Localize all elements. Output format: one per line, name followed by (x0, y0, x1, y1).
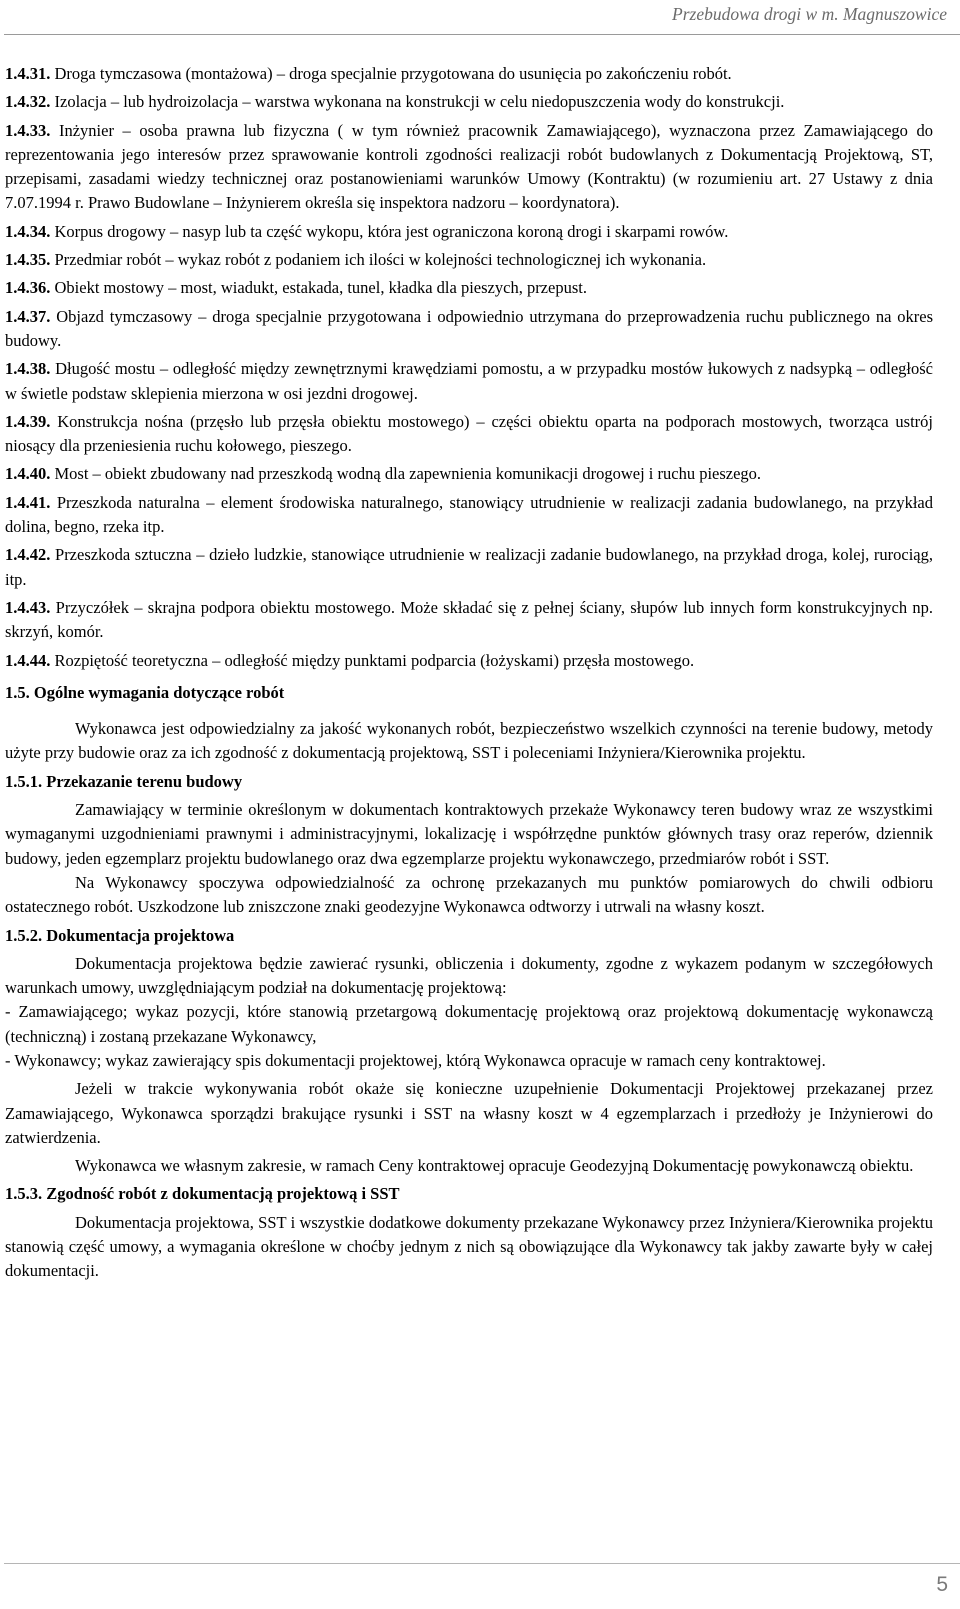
definition-1-4-37 (5, 305, 933, 354)
section-1-5-paragraph: Wykonawca jest odpowiedzialny za jakość wykonanych robót, bezpieczeństwo wszelkich czynności na terenie budowy, metody użyte przy budowie oraz za ich zgodność z dokumentacją projektową, SST i poleceniami Inżyniera/Kierownika projektu. (5, 719, 933, 763)
definition-number: 1.4.43. (5, 597, 51, 617)
definition-number: 1.4.37. (5, 306, 51, 326)
definition-number: 1.4.36. (5, 278, 51, 298)
section-heading-1-5-3: 1.5.3. Zgodność robót z dokumentacją projektową i SST (5, 1184, 400, 1204)
section-heading-1-5: 1.5. Ogólne wymagania dotyczące robót (5, 682, 285, 702)
section-1-5-2-list-item-2: - Wykonawcy; wykaz zawierający spis dokumentacji projektowej, którą Wykonawca opracuje w ramach ceny kontraktowej. (5, 1050, 826, 1070)
definition-number: 1.4.39. (5, 411, 51, 431)
definition-number: 1.4.42. (5, 545, 51, 565)
definition-text: Korpus drogowy – nasyp lub ta część wykopu, która jest ograniczona koroną drogi i skarpami rowów. (54, 221, 729, 241)
definition-1-4-31 (5, 62, 933, 86)
definition-number: 1.4.44. (5, 650, 51, 670)
definition-text: Droga tymczasowa (montażowa) – droga specjalnie przygotowana do usunięcia po zakończeniu robót. (54, 64, 732, 83)
definition-number: 1.4.34. (5, 221, 51, 241)
definition-1-4-41 (5, 491, 933, 540)
definition-1-4-39 (5, 410, 933, 459)
definition-text: Rozpiętość teoretyczna – odległość między punktami podparcia (łożyskami) przęsła mostowego. (54, 650, 695, 670)
section-heading-1-5-1: 1.5.1. Przekazanie terenu budowy (5, 771, 243, 791)
definition-number: 1.4.38. (5, 359, 51, 379)
definition-1-4-34 (5, 220, 933, 244)
definition-1-4-40 (5, 462, 933, 486)
footer-rule (4, 1563, 960, 1564)
section-1-5-3-paragraph: Dokumentacja projektowa, SST i wszystkie dodatkowe dokumenty przekazane Wykonawcy przez Inżyniera/Kierownika projektu stanowią część umowy, a wymagania określone w choćby jednym z nich są obowiązujące dla Wykonawcy tak jakby zawarte były w całej dokumentacji. (5, 1212, 933, 1281)
section-1-5-2-list-item-1: - Zamawiającego; wykaz pozycji, które stanowią przetargową dokumentację projektową oraz projektową dokumentację wykonawczą (techniczną) i zostaną przekazane Wykonawcy, (5, 1002, 933, 1046)
section-1-5-2-paragraph-3: Wykonawca we własnym zakresie, w ramach Ceny kontraktowej opracuje Geodezyjną Dokumentację powykonawczą obiektu. (75, 1156, 914, 1176)
definition-1-4-44 (5, 649, 933, 673)
definition-number: 1.4.32. (5, 92, 51, 112)
definition-text: Objazd tymczasowy – droga specjalnie przygotowana i odpowiednio utrzymana do przeprowadzenia ruchu publicznego na okres budowy. (5, 306, 934, 350)
running-header-title: Przebudowa drogi w m. Magnuszowice (672, 4, 947, 24)
definition-1-4-43 (5, 596, 933, 645)
definition-number: 1.4.41. (5, 492, 51, 512)
section-1-5-1-paragraph-1: Zamawiający w terminie określonym w dokumentach kontraktowych przekaże Wykonawcy teren budowy wraz ze wszystkimi wymaganymi uzgodnieniami prawnymi i administracyjnymi, lokalizację i współrzędne punktów głównych trasy oraz reperów, dziennik budowy, jeden egzemplarz projektu budowlanego oraz dwa egzemplarze projektu wykonawczego, przedmiarów robót i SST. (5, 800, 933, 868)
document-body (5, 62, 933, 1284)
definition-text: Konstrukcja nośna (przęsło lub przęsła obiektu mostowego) – części obiektu oparta na podporach mostowych, tworząca ustrój niosący dla przeniesienia ruchu kołowego, pieszego. (5, 411, 933, 456)
definition-number: 1.4.35. (5, 250, 51, 270)
definition-text: Most – obiekt zbudowany nad przeszkodą wodną dla zapewnienia komunikacji drogowej i ruchu pieszego. (54, 464, 762, 484)
definition-text: Przedmiar robót – wykaz robót z podaniem ich ilości w kolejności technologicznej ich wykonania. (54, 250, 707, 270)
section-1-5-2-paragraph-1: Dokumentacja projektowa będzie zawierać rysunki, obliczenia i dokumenty, zgodne z wykazem podanym w szczegółowych warunkach umowy, uwzględniającym podział na dokumentację projektową: (5, 953, 933, 998)
definition-1-4-35 (5, 248, 933, 272)
definition-1-4-33 (5, 119, 933, 216)
page-number: 5 (936, 1573, 948, 1596)
definition-text: Obiekt mostowy – most, wiadukt, estakada, tunel, kładka dla pieszych, przepust. (54, 278, 587, 298)
definition-text: Przyczółek – skrajna podpora obiektu mostowego. Może składać się z pełnej ściany, słupów lub innych form konstrukcyjnych np. skrzyń, komór. (5, 597, 934, 642)
definition-number: 1.4.33. (5, 120, 51, 140)
definition-text: Przeszkoda sztuczna – dzieło ludzkie, stanowiące utrudnienie w realizacji zadanie budowlanego, na przykład droga, kolej, rurociąg, itp. (5, 545, 934, 589)
definition-text: Inżynier – osoba prawna lub fizyczna ( w tym również pracownik Zamawiającego), wyznaczona przez Zamawiającego do reprezentowania jego interesów przez sprawowanie kontroli zgodności realizacji robót budowlanych z Dokumentacją Projektową, ST, przepisami, zasadami wiedzy technicznej oraz postanowieniami warunków Umowy (Kontraktu) (w rozumieniu art. 27 Ustawy z dnia 7.07.1994 r. Prawo Budowlane – Inżynierem określa się inspektora nadzoru – koordynatora). (5, 120, 934, 213)
definition-text: Przeszkoda naturalna – element środowiska naturalnego, stanowiący utrudnienie w realizacji zadania budowlanego, na przykład dolina, begno, rzeka itp. (5, 492, 933, 537)
definition-text: Długość mostu – odległość między zewnętrznymi krawędziami pomostu, a w przypadku mostów łukowych z nadsypką – odległość w świetle podstaw sklepienia mierzona w osi jezdni drogowej. (5, 359, 934, 403)
definition-number: 1.4.40. (5, 464, 51, 484)
definition-1-4-38 (5, 357, 933, 406)
definition-number: 1.4.31. (5, 64, 51, 83)
definition-text: Izolacja – lub hydroizolacja – warstwa wykonana na konstrukcji w celu niedopuszczenia wody do konstrukcji. (54, 92, 785, 112)
section-heading-1-5-2: 1.5.2. Dokumentacja projektowa (5, 925, 235, 945)
definition-1-4-32 (5, 90, 933, 114)
section-1-5-2-paragraph-2: Jeżeli w trakcie wykonywania robót okaże się konieczne uzupełnienie Dokumentacji Projektowej przekazanej przez Zamawiającego, Wykonawca sporządzi brakujące rysunki i SST na własny koszt w 4 egzemplarzach i przedłoży je Inżynierowi do zatwierdzenia. (5, 1079, 933, 1147)
section-1-5-1-paragraph-2: Na Wykonawcy spoczywa odpowiedzialność za ochronę przekazanych mu punktów pomiarowych do chwili odbioru ostatecznego robót. Uszkodzone lub zniszczone znaki geodezyjne Wykonawca odtworzy i utrwali na własny koszt. (5, 872, 933, 917)
definition-1-4-36 (5, 276, 933, 300)
header-rule (4, 34, 960, 35)
definition-1-4-42 (5, 543, 933, 592)
